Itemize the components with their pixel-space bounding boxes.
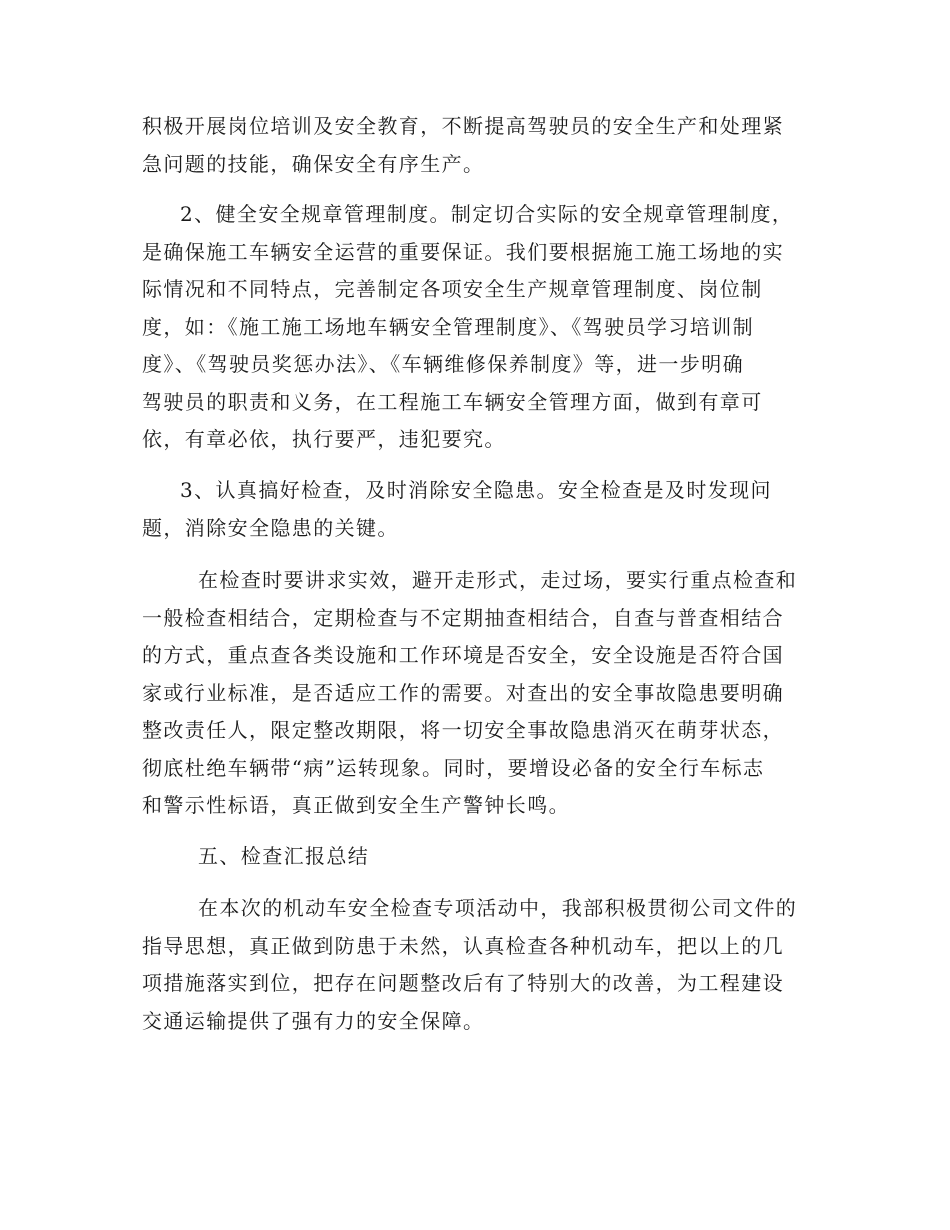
- text-line: 交通运输提供了强有力的安全保障。: [142, 1008, 485, 1033]
- text-line: 3、认真搞好检查，及时消除安全隐患。安全检查是及时发现问: [180, 478, 772, 502]
- text-line: 2、健全安全规章管理制度。制定切合实际的安全规章管理制度，: [180, 202, 794, 226]
- paragraph-training: [142, 108, 812, 183]
- text-line: 依，有章必依，执行要严，违犯要究。: [142, 427, 506, 451]
- text-line: 在本次的机动车安全检查专项活动中，我部积极贯彻公司文件的: [198, 896, 798, 920]
- text-line: 度，如：《施工施工场地车辆安全管理制度》、《驾驶员学习培训制: [142, 314, 754, 339]
- text-line: 是确保施工车辆安全运营的重要保证。我们要根据施工施工场地的实: [142, 239, 784, 264]
- text-line: 际情况和不同特点，完善制定各项安全生产规章管理制度、岗位制: [142, 277, 763, 301]
- text-line: 的方式，重点查各类设施和工作环境是否安全，安全设施是否符合国: [142, 643, 784, 667]
- text-line: 整改责任人，限定整改期限，将一切安全事故隐患消灭在萌芽状态，: [142, 718, 784, 742]
- text-line: 题，消除安全隐患的关键。: [142, 515, 399, 540]
- paragraph-inspection: [142, 472, 812, 547]
- text-line: 急问题的技能，确保安全有序生产。: [142, 151, 485, 176]
- text-line: 家或行业标准，是否适应工作的需要。对查出的安全事故隐患要明确: [142, 680, 784, 705]
- text-line: 和警示性标语，真正做到安全生产警钟长鸣。: [142, 793, 570, 817]
- paragraph-summary: [142, 890, 812, 1040]
- text-line: 一般检查相结合，定期检查与不定期抽查相结合，自查与普查相结合: [142, 605, 784, 630]
- text-line: 积极开展岗位培训及安全教育，不断提高驾驶员的安全生产和处理紧: [142, 114, 784, 138]
- text-line: 彻底杜绝车辆带“病”运转现象。同时，要增设必备的安全行车标志: [142, 755, 765, 780]
- text-line: 度》、《驾驶员奖惩办法》、《车辆维修保养制度》等，进一步明确: [142, 352, 744, 376]
- text-line: 指导思想，真正做到防患于未然，认真检查各种机动车，把以上的几: [142, 933, 784, 958]
- text-line: 驾驶员的职责和义务，在工程施工车辆安全管理方面，做到有章可: [142, 389, 763, 414]
- text-line: 五、检查汇报总结: [198, 844, 370, 868]
- section-heading: [142, 838, 812, 876]
- paragraph-rules-system: [142, 196, 812, 459]
- text-line: 项措施落实到位，把存在问题整改后有了特别大的改善，为工程建设: [142, 971, 784, 995]
- text-line: 在检查时要讲求实效，避开走形式，走过场，要实行重点检查和: [198, 568, 798, 592]
- paragraph-inspection-details: [142, 562, 812, 825]
